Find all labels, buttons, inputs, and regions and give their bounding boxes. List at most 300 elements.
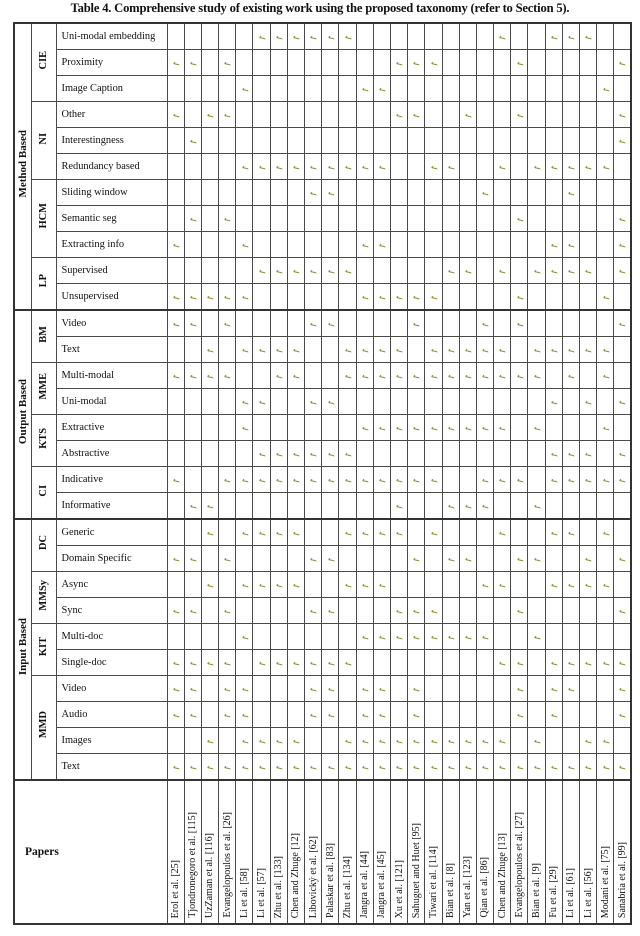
check-cell — [494, 754, 511, 781]
checkmark-icon: ✓ — [307, 475, 320, 487]
check-cell — [201, 206, 218, 232]
check-cell — [408, 754, 425, 781]
check-cell — [614, 754, 631, 781]
check-cell — [580, 572, 597, 598]
check-cell — [390, 441, 407, 467]
checkmark-icon: ✓ — [548, 449, 560, 461]
check-cell — [253, 258, 270, 284]
check-cell — [287, 232, 304, 258]
check-cell — [580, 50, 597, 76]
check-cell — [236, 467, 253, 493]
check-cell — [339, 23, 356, 50]
check-cell — [528, 50, 545, 76]
checkmark-icon: ✓ — [273, 345, 285, 357]
check-cell — [614, 441, 631, 467]
check-cell — [305, 310, 322, 337]
check-cell — [511, 154, 528, 180]
paper-label-bian-et-al-9 — [528, 780, 545, 924]
check-cell — [580, 546, 597, 572]
checkmark-icon: ✓ — [513, 319, 526, 331]
check-cell — [442, 624, 459, 650]
check-cell — [322, 598, 339, 624]
check-cell — [545, 180, 562, 206]
check-cell — [545, 50, 562, 76]
checkmark-icon: ✓ — [548, 528, 560, 540]
check-cell — [322, 676, 339, 702]
checkmark-icon: ✓ — [410, 710, 423, 722]
paper-label-text: Qian et al. [86] — [479, 857, 491, 918]
paper-label-modani-et-al-75 — [597, 780, 614, 924]
check-cell — [476, 76, 493, 102]
check-cell — [305, 206, 322, 232]
subgroup-label-text: CIE — [38, 50, 49, 70]
check-cell — [167, 493, 184, 520]
feature-row-video — [14, 676, 631, 702]
check-cell — [442, 519, 459, 546]
check-cell — [528, 232, 545, 258]
check-cell — [614, 128, 631, 154]
check-cell — [167, 180, 184, 206]
check-cell — [184, 128, 201, 154]
paper-label-text: Sanabria et al. [99] — [616, 841, 628, 918]
checkmark-icon: ✓ — [204, 736, 217, 748]
checkmark-icon: ✓ — [256, 266, 268, 278]
paper-label-text: Li et al. [61] — [565, 868, 577, 918]
checkmark-icon: ✓ — [221, 292, 234, 304]
check-cell — [167, 102, 184, 128]
check-cell — [322, 728, 339, 754]
check-cell — [201, 415, 218, 441]
check-cell — [390, 754, 407, 781]
check-cell — [322, 363, 339, 389]
check-cell — [270, 754, 287, 781]
checkmark-icon: ✓ — [513, 606, 526, 618]
check-cell — [459, 702, 476, 728]
check-cell — [614, 180, 631, 206]
checkmark-icon: ✓ — [548, 475, 560, 487]
check-cell — [408, 493, 425, 520]
subgroup-label-mme — [31, 363, 56, 415]
subgroup-label-cie — [31, 23, 56, 102]
check-cell — [580, 180, 597, 206]
checkmark-icon: ✓ — [342, 266, 354, 278]
paper-label-tjondronegoro-et-al-115 — [184, 780, 201, 924]
check-cell — [511, 389, 528, 415]
check-cell — [597, 754, 614, 781]
row-label-abstractive: Abstractive — [56, 441, 167, 467]
checkmark-icon: ✓ — [324, 319, 337, 331]
check-cell — [184, 676, 201, 702]
check-cell — [270, 23, 287, 50]
check-cell — [528, 76, 545, 102]
check-cell — [562, 754, 579, 781]
check-cell — [580, 102, 597, 128]
checkmark-icon: ✓ — [307, 554, 320, 566]
check-cell — [167, 624, 184, 650]
checkmark-icon: ✓ — [496, 162, 509, 174]
check-cell — [580, 676, 597, 702]
check-cell — [305, 50, 322, 76]
paper-label-zhu-et-al-133 — [270, 780, 287, 924]
check-cell — [270, 206, 287, 232]
feature-row-async — [14, 572, 631, 598]
check-cell — [425, 546, 442, 572]
checkmark-icon: ✓ — [204, 580, 217, 592]
row-label-extracting-info: Extracting info — [56, 232, 167, 258]
checkmark-icon: ✓ — [496, 736, 509, 748]
checkmark-icon: ✓ — [290, 475, 303, 487]
check-cell — [425, 50, 442, 76]
checkmark-icon: ✓ — [462, 632, 475, 644]
check-cell — [476, 676, 493, 702]
checkmark-icon: ✓ — [204, 501, 217, 513]
check-cell — [545, 493, 562, 520]
check-cell — [236, 284, 253, 311]
check-cell — [339, 415, 356, 441]
check-cell — [580, 284, 597, 311]
check-cell — [390, 389, 407, 415]
check-cell — [356, 337, 373, 363]
check-cell — [373, 493, 390, 520]
checkmark-icon: ✓ — [221, 606, 234, 618]
paper-label-bian-et-al-8 — [442, 780, 459, 924]
paper-label-text: Xu et al. [121] — [393, 859, 405, 918]
check-cell — [390, 650, 407, 676]
check-cell — [270, 363, 287, 389]
check-cell — [528, 546, 545, 572]
checkmark-icon: ✓ — [290, 449, 303, 461]
checkmark-icon: ✓ — [427, 736, 440, 748]
row-label-informative: Informative — [56, 493, 167, 520]
paper-label-text: Erol et al. [25] — [170, 859, 182, 918]
check-cell — [236, 310, 253, 337]
check-cell — [562, 232, 579, 258]
check-cell — [597, 546, 614, 572]
checkmark-icon: ✓ — [616, 136, 629, 148]
check-cell — [184, 546, 201, 572]
check-cell — [476, 598, 493, 624]
check-cell — [408, 258, 425, 284]
checkmark-icon: ✓ — [256, 580, 268, 592]
check-cell — [253, 50, 270, 76]
checkmark-icon: ✓ — [445, 501, 457, 513]
check-cell — [219, 676, 236, 702]
checkmark-icon: ✓ — [513, 475, 526, 487]
checkmark-icon: ✓ — [599, 371, 612, 383]
check-cell — [373, 676, 390, 702]
group-label-text: Output Based — [16, 379, 29, 445]
checkmark-icon: ✓ — [479, 580, 492, 592]
check-cell — [322, 206, 339, 232]
checkmark-icon: ✓ — [410, 632, 423, 644]
check-cell — [339, 284, 356, 311]
feature-row-extracting-info — [14, 232, 631, 258]
checkmark-icon: ✓ — [599, 762, 612, 774]
checkmark-icon: ✓ — [324, 684, 337, 696]
check-cell — [408, 154, 425, 180]
paper-label-li-et-al-61 — [562, 780, 579, 924]
check-cell — [167, 363, 184, 389]
checkmark-icon: ✓ — [599, 292, 612, 304]
check-cell — [425, 572, 442, 598]
check-cell — [373, 154, 390, 180]
check-cell — [494, 180, 511, 206]
check-cell — [614, 102, 631, 128]
checkmark-icon: ✓ — [256, 397, 268, 409]
checkmark-icon: ✓ — [170, 240, 182, 252]
check-cell — [356, 467, 373, 493]
check-cell — [562, 441, 579, 467]
checkmark-icon: ✓ — [238, 84, 251, 96]
checkmark-icon: ✓ — [290, 580, 303, 592]
subgroup-label-mmd — [31, 676, 56, 781]
checkmark-icon: ✓ — [410, 475, 423, 487]
check-cell — [184, 702, 201, 728]
checkmark-icon: ✓ — [342, 371, 354, 383]
check-cell — [528, 128, 545, 154]
check-cell — [236, 337, 253, 363]
checkmark-icon: ✓ — [307, 762, 320, 774]
paper-label-li-et-al-58 — [236, 780, 253, 924]
check-cell — [287, 310, 304, 337]
check-cell — [339, 467, 356, 493]
check-cell — [459, 232, 476, 258]
check-cell — [442, 493, 459, 520]
check-cell — [219, 441, 236, 467]
checkmark-icon: ✓ — [393, 423, 406, 435]
check-cell — [459, 624, 476, 650]
row-label-interestingness: Interestingness — [56, 128, 167, 154]
check-cell — [201, 546, 218, 572]
checkmark-icon: ✓ — [445, 762, 457, 774]
check-cell — [339, 76, 356, 102]
check-cell — [270, 102, 287, 128]
check-cell — [219, 728, 236, 754]
check-cell — [425, 754, 442, 781]
feature-row-other — [14, 102, 631, 128]
check-cell — [184, 50, 201, 76]
paper-label-text: Jangra et al. [45] — [376, 850, 388, 918]
check-cell — [201, 128, 218, 154]
check-cell — [305, 728, 322, 754]
checkmark-icon: ✓ — [462, 110, 475, 122]
check-cell — [442, 128, 459, 154]
feature-row-sliding-window — [14, 180, 631, 206]
check-cell — [219, 128, 236, 154]
checkmark-icon: ✓ — [531, 266, 543, 278]
checkmark-icon: ✓ — [410, 762, 423, 774]
row-label-video: Video — [56, 310, 167, 337]
check-cell — [580, 389, 597, 415]
check-cell — [614, 728, 631, 754]
check-cell — [425, 702, 442, 728]
check-cell — [184, 337, 201, 363]
checkmark-icon: ✓ — [221, 684, 234, 696]
row-label-other: Other — [56, 102, 167, 128]
check-cell — [322, 572, 339, 598]
check-cell — [305, 389, 322, 415]
check-cell — [356, 206, 373, 232]
check-cell — [442, 76, 459, 102]
check-cell — [167, 206, 184, 232]
check-cell — [390, 702, 407, 728]
checkmark-icon: ✓ — [307, 684, 320, 696]
paper-label-chen-and-zhuge-12 — [287, 780, 304, 924]
checkmark-icon: ✓ — [565, 32, 578, 44]
check-cell — [270, 519, 287, 546]
group-label-input-based — [14, 519, 31, 780]
check-cell — [270, 310, 287, 337]
check-cell — [219, 232, 236, 258]
checkmark-icon: ✓ — [170, 710, 182, 722]
checkmark-icon: ✓ — [238, 345, 251, 357]
checkmark-icon: ✓ — [427, 528, 440, 540]
check-cell — [236, 258, 253, 284]
check-cell — [322, 519, 339, 546]
check-cell — [597, 50, 614, 76]
checkmark-icon: ✓ — [238, 580, 251, 592]
check-cell — [184, 258, 201, 284]
check-cell — [356, 415, 373, 441]
checkmark-icon: ✓ — [238, 397, 251, 409]
check-cell — [287, 650, 304, 676]
check-cell — [201, 519, 218, 546]
check-cell — [253, 76, 270, 102]
checkmark-icon: ✓ — [204, 528, 217, 540]
check-cell — [270, 232, 287, 258]
subgroup-label-kit — [31, 624, 56, 676]
check-cell — [459, 206, 476, 232]
check-cell — [253, 676, 270, 702]
check-cell — [614, 493, 631, 520]
subgroup-label-hcm — [31, 180, 56, 258]
checkmark-icon: ✓ — [616, 710, 629, 722]
checkmark-icon: ✓ — [170, 606, 182, 618]
check-cell — [236, 363, 253, 389]
subgroup-label-text: DC — [38, 535, 49, 551]
check-cell — [305, 154, 322, 180]
check-cell — [339, 441, 356, 467]
check-cell — [476, 572, 493, 598]
check-cell — [545, 232, 562, 258]
checkmark-icon: ✓ — [342, 762, 354, 774]
checkmark-icon: ✓ — [393, 345, 406, 357]
checkmark-icon: ✓ — [565, 449, 578, 461]
feature-row-images — [14, 728, 631, 754]
check-cell — [270, 76, 287, 102]
check-cell — [305, 76, 322, 102]
checkmark-icon: ✓ — [376, 292, 389, 304]
subgroup-label-text: KTS — [38, 427, 49, 449]
check-cell — [390, 493, 407, 520]
subgroup-label-text: CI — [38, 484, 49, 497]
check-cell — [339, 363, 356, 389]
check-cell — [253, 754, 270, 781]
check-cell — [494, 102, 511, 128]
check-cell — [511, 519, 528, 546]
check-cell — [459, 284, 476, 311]
paper-label-text: Jangra et al. [44] — [359, 850, 371, 918]
check-cell — [270, 154, 287, 180]
check-cell — [476, 50, 493, 76]
check-cell — [614, 23, 631, 50]
check-cell — [201, 258, 218, 284]
check-cell — [236, 754, 253, 781]
check-cell — [373, 337, 390, 363]
check-cell — [322, 180, 339, 206]
check-cell — [322, 284, 339, 311]
checkmark-icon: ✓ — [410, 554, 423, 566]
check-cell — [373, 598, 390, 624]
check-cell — [614, 337, 631, 363]
checkmark-icon: ✓ — [359, 345, 371, 357]
check-cell — [511, 337, 528, 363]
checkmark-icon: ✓ — [479, 345, 492, 357]
check-cell — [356, 754, 373, 781]
check-cell — [614, 284, 631, 311]
checkmark-icon: ✓ — [359, 423, 371, 435]
check-cell — [287, 572, 304, 598]
checkmark-icon: ✓ — [462, 423, 475, 435]
check-cell — [167, 232, 184, 258]
check-cell — [494, 493, 511, 520]
checkmark-icon: ✓ — [565, 580, 578, 592]
check-cell — [219, 572, 236, 598]
check-cell — [408, 676, 425, 702]
paper-label-text: Li et al. [58] — [238, 868, 250, 918]
check-cell — [442, 258, 459, 284]
checkmark-icon: ✓ — [221, 58, 234, 70]
check-cell — [322, 258, 339, 284]
checkmark-icon: ✓ — [582, 162, 595, 174]
check-cell — [511, 310, 528, 337]
check-cell — [511, 493, 528, 520]
checkmark-icon: ✓ — [393, 292, 406, 304]
check-cell — [339, 180, 356, 206]
subgroup-label-lp — [31, 258, 56, 311]
check-cell — [270, 337, 287, 363]
check-cell — [184, 728, 201, 754]
check-cell — [373, 23, 390, 50]
check-cell — [236, 154, 253, 180]
check-cell — [597, 389, 614, 415]
check-cell — [528, 676, 545, 702]
check-cell — [494, 284, 511, 311]
check-cell — [442, 232, 459, 258]
check-cell — [390, 23, 407, 50]
check-cell — [597, 572, 614, 598]
check-cell — [373, 728, 390, 754]
check-cell — [597, 363, 614, 389]
checkmark-icon: ✓ — [307, 32, 320, 44]
checkmark-icon: ✓ — [513, 658, 526, 670]
paper-label-text: Tjondronegoro et al. [115] — [187, 812, 199, 918]
check-cell — [219, 519, 236, 546]
check-cell — [167, 702, 184, 728]
check-cell — [442, 676, 459, 702]
check-cell — [476, 519, 493, 546]
check-cell — [545, 363, 562, 389]
row-label-images: Images — [56, 728, 167, 754]
paper-label-sahuguet-and-huet-95 — [408, 780, 425, 924]
checkmark-icon: ✓ — [307, 449, 320, 461]
checkmark-icon: ✓ — [462, 736, 475, 748]
checkmark-icon: ✓ — [221, 554, 234, 566]
check-cell — [287, 23, 304, 50]
checkmark-icon: ✓ — [359, 710, 371, 722]
feature-row-single-doc — [14, 650, 631, 676]
check-cell — [562, 284, 579, 311]
